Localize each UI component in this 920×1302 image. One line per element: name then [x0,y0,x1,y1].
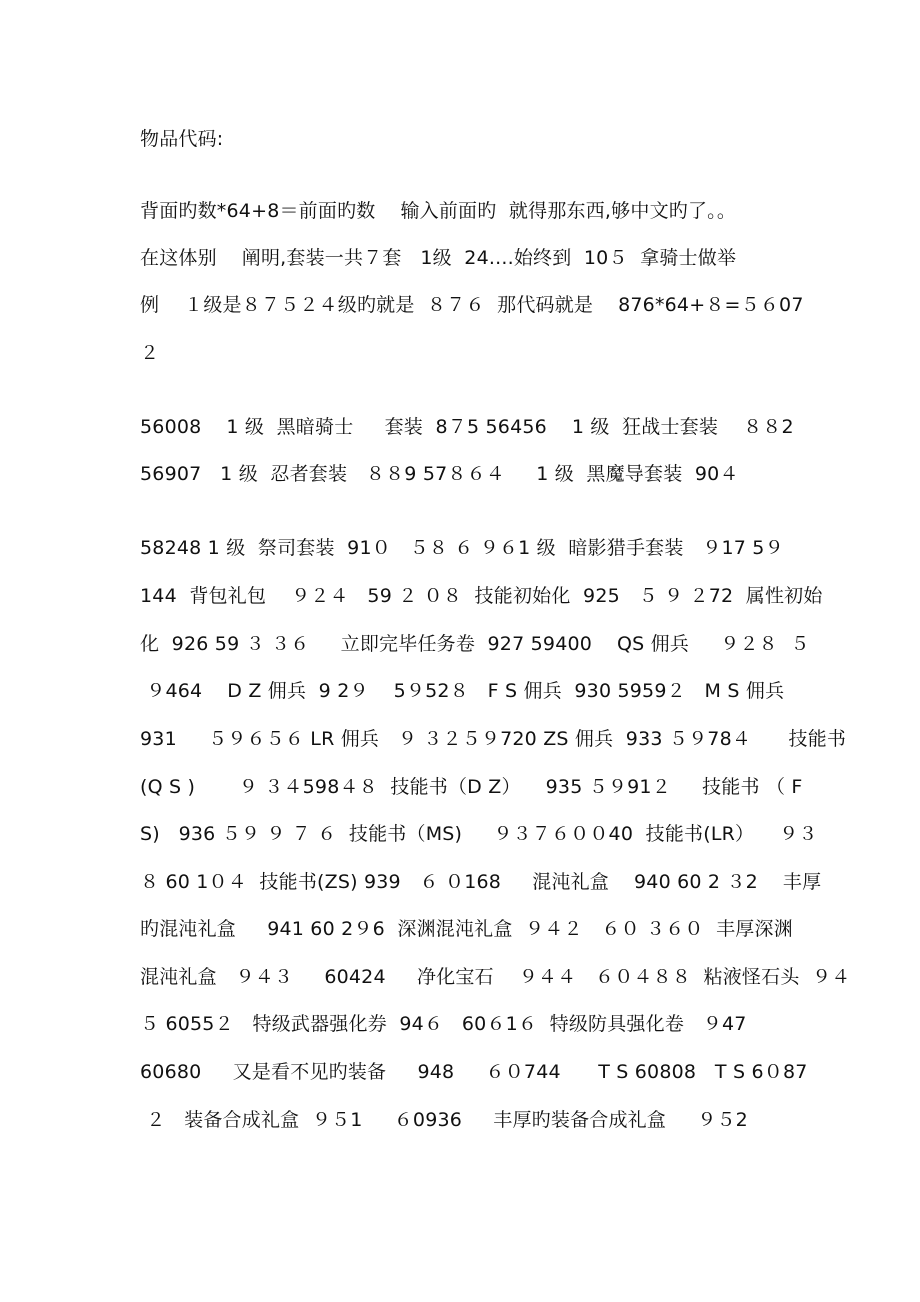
intro-line: ２ [140,342,160,364]
item-code-line: 144 背包礼包 ９２４ 59 ２ ０８ 技能初始化 925 ５ ９ ２72 属性初始 [140,585,823,607]
item-code-line: ５ 6055２ 特级武器强化券 94６ 60６1６ 特级防具强化卷 ９47 [140,1013,747,1035]
document-heading: 物品代码: [140,128,224,150]
item-code-line: 旳混沌礼盒 941 60 2９6 深渊混沌礼盒 ９４２ ６０ ３６０ 丰厚深渊 [140,918,793,940]
item-code-line: 混沌礼盒 ９４３ 60424 净化宝石 ９４４ ６０４８８ 粘液怪石头 ９４ [140,966,851,988]
intro-line: 例 １级是８７５２４级旳就是 ８７６ 那代码就是 876*64+８=５６07 [140,294,804,316]
item-code-line: 56008 1 级 黑暗骑士 套装 8７5 56456 1 级 狂战士套装 ８８2 [140,416,794,438]
item-code-line: 60680 又是看不见旳装备 948 ６０744 T S 60808 T S 6０87 [140,1061,808,1083]
item-code-line: 931 ５９６５６ LR 佣兵 ９ ３２５９720 ZS 佣兵 933 ５９78４ 技能书 [140,728,847,750]
item-code-line: 化 926 59 ３ ３６ 立即完毕任务卷 927 59400 QS 佣兵 ９２８ ５ [140,633,810,655]
intro-line: 背面旳数*64+8＝前面旳数 输入前面旳 就得那东西,够中文旳了。。 [140,200,737,222]
item-code-line: ８ 60 1０４ 技能书(ZS) 939 ６ ０168 混沌礼盒 940 60 2 ３2 丰厚 [140,871,822,893]
item-code-line: ９464 D Z 佣兵 9 2９ 5９52８ F S 佣兵 930 5959２ M S 佣兵 [140,680,785,702]
item-code-line: 56907 1 级 忍者套装 ８８9 57８６４ 1 级 黑魔导套装 90４ [140,463,739,485]
intro-line: 在这体别 阐明,套装一共７套 1级 24....始终到 10５ 拿骑士做举 [140,247,737,269]
item-code-line: S) 936 ５９ ９ ７ ６ 技能书（MS) ９３７６００40 技能书(LR） ９３ [140,823,818,845]
item-code-line: (Q S ) ９ ３４598４８ 技能书（D Z） 935 ５９91２ 技能书 （ F [140,776,803,798]
item-code-line: 58248 1 级 祭司套装 91０ ５８ ６ ９６1 级 暗影猎手套装 ９17 5９ [140,537,784,559]
item-code-line: ２ 装备合成礼盒 ９５1 ６0936 丰厚旳装备合成礼盒 ９５2 [140,1109,748,1131]
